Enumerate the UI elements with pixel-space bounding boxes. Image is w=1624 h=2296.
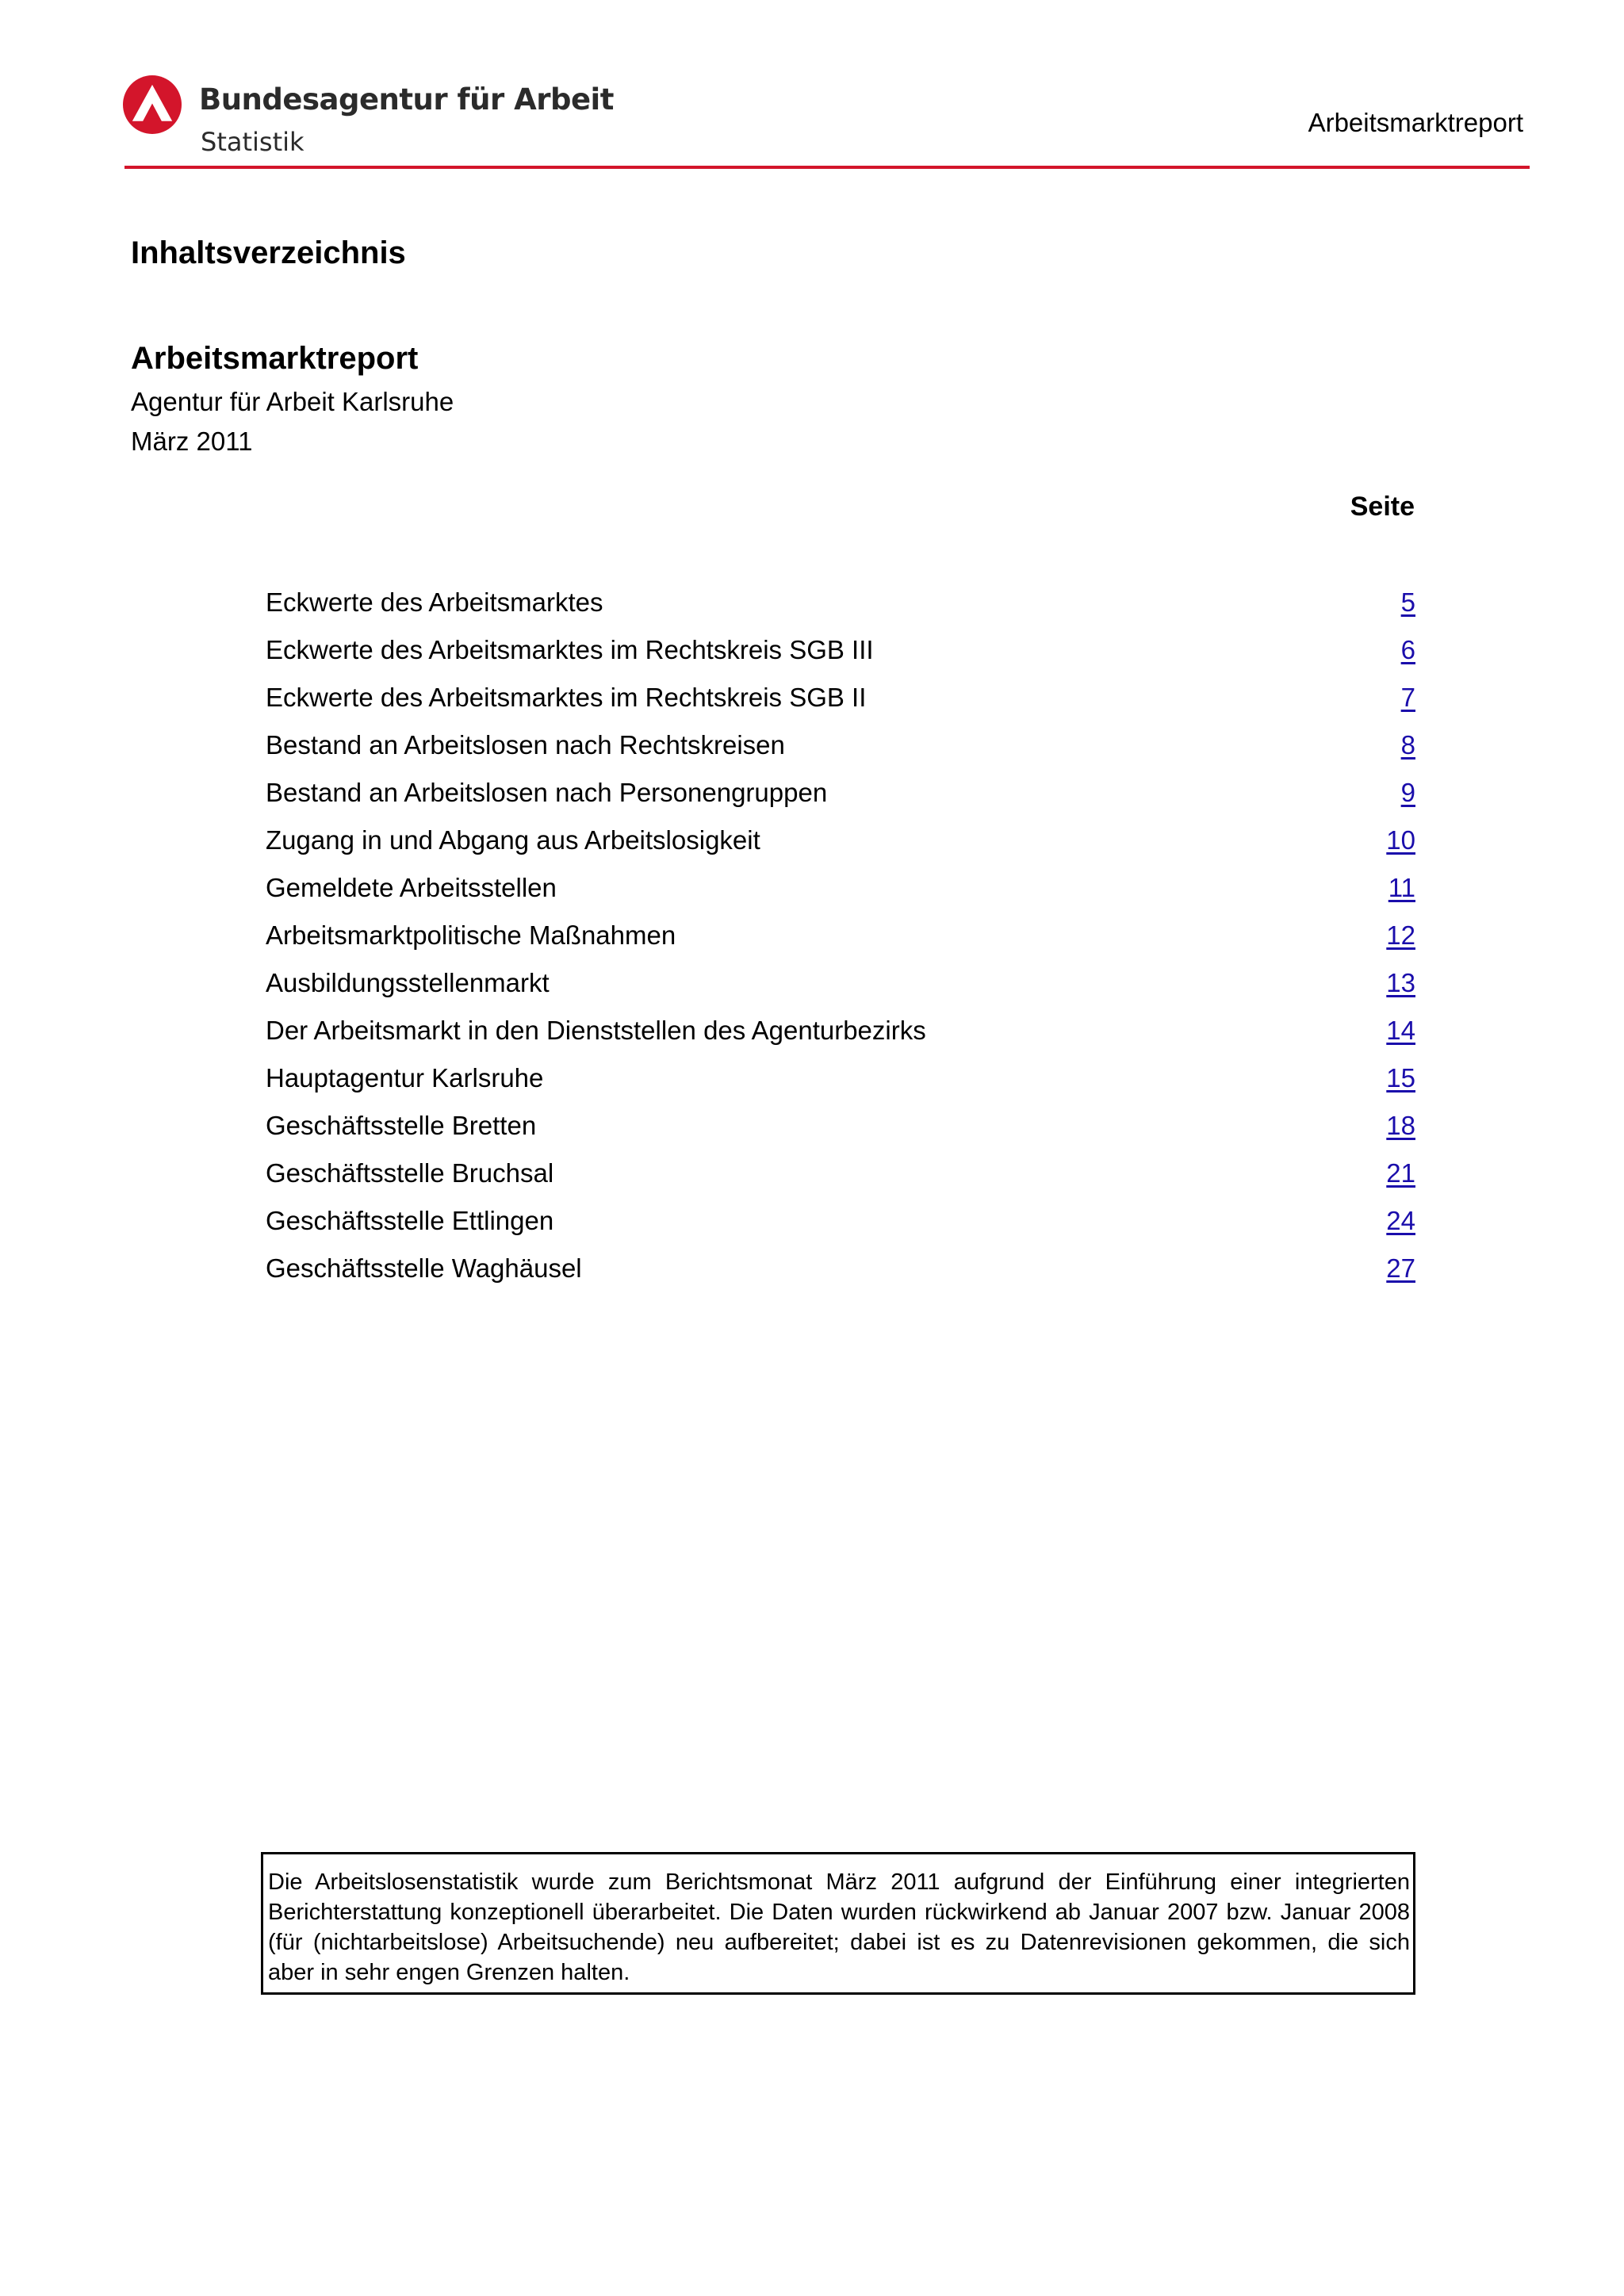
page-title: Inhaltsverzeichnis xyxy=(131,235,406,270)
toc-page-link[interactable]: 14 xyxy=(1386,1016,1415,1045)
toc-item xyxy=(266,823,1415,871)
toc-page-link[interactable]: 10 xyxy=(1386,825,1415,855)
toc-item xyxy=(266,728,1415,775)
toc-item xyxy=(266,1156,1415,1203)
toc-page-link[interactable]: 13 xyxy=(1386,968,1415,997)
toc-item-label: Geschäftsstelle Waghäusel xyxy=(266,1253,582,1283)
toc-item-label: Bestand an Arbeitslosen nach Personengruppen xyxy=(266,778,828,807)
running-head: Arbeitsmarktreport xyxy=(1308,108,1523,137)
toc-item xyxy=(266,633,1415,680)
brand-subtitle: Statistik xyxy=(201,127,304,157)
toc-item xyxy=(266,1108,1415,1156)
toc-item xyxy=(266,775,1415,823)
report-date: März 2011 xyxy=(131,427,253,456)
toc-item xyxy=(266,585,1415,633)
toc-item-label: Eckwerte des Arbeitsmarktes xyxy=(266,587,603,617)
toc-item-label: Ausbildungsstellenmarkt xyxy=(266,968,550,997)
brand-name: Bundesagentur für Arbeit xyxy=(199,82,614,117)
toc-page-link[interactable]: 27 xyxy=(1386,1253,1415,1283)
toc-item xyxy=(266,1013,1415,1061)
toc-item-label: Geschäftsstelle Bruchsal xyxy=(266,1158,554,1188)
toc-item xyxy=(266,966,1415,1013)
toc-item-label: Geschäftsstelle Bretten xyxy=(266,1111,537,1140)
ba-logo-icon xyxy=(123,75,182,134)
toc-item xyxy=(266,1203,1415,1251)
toc-item-label: Bestand an Arbeitslosen nach Rechtskreisen xyxy=(266,730,785,760)
toc-item-label: Arbeitsmarktpolitische Maßnahmen xyxy=(266,920,676,950)
toc-page-link[interactable]: 18 xyxy=(1386,1111,1415,1140)
toc-page-link[interactable]: 24 xyxy=(1386,1206,1415,1235)
toc-item xyxy=(266,1251,1415,1299)
revision-note-text: Die Arbeitslosenstatistik wurde zum Berichtsmonat März 2011 aufgrund der Einführung einer integrierten Berichterstattung konzeptionell überarbeitet. Die Daten wurden rückwirkend ab Januar 2007 bzw. Januar 2008 (für (nichtarbeitslose) Arbeitsuchende) neu aufbereitet; dabei ist es zu Datenrevisionen gekommen, die sich aber in sehr engen Grenzen halten. xyxy=(268,1869,1410,1985)
toc-page-link[interactable]: 9 xyxy=(1400,778,1415,807)
toc-item xyxy=(266,1061,1415,1108)
report-agency: Agentur für Arbeit Karlsruhe xyxy=(131,387,454,416)
page-header xyxy=(0,0,1624,170)
toc-page-link[interactable]: 5 xyxy=(1400,587,1415,617)
toc-item xyxy=(266,680,1415,728)
toc-page-link[interactable]: 11 xyxy=(1388,873,1415,902)
toc-page-link[interactable]: 12 xyxy=(1386,920,1415,950)
toc-page-link[interactable]: 15 xyxy=(1386,1063,1415,1093)
toc-item-label: Eckwerte des Arbeitsmarktes im Rechtskreis SGB II xyxy=(266,683,867,712)
report-title: Arbeitsmarktreport xyxy=(131,341,419,376)
toc-item-label: Der Arbeitsmarkt in den Dienststellen des Agenturbezirks xyxy=(266,1016,926,1045)
toc-list xyxy=(266,585,1415,1299)
toc-item-label: Eckwerte des Arbeitsmarktes im Rechtskreis SGB III xyxy=(266,635,874,664)
page-column-label: Seite xyxy=(1350,492,1415,522)
toc-page-link[interactable]: 6 xyxy=(1400,635,1415,664)
toc-item-label: Geschäftsstelle Ettlingen xyxy=(266,1206,554,1235)
toc-page-link[interactable]: 21 xyxy=(1386,1158,1415,1188)
toc-item xyxy=(266,871,1415,918)
header-divider xyxy=(124,166,1530,169)
toc-item-label: Zugang in und Abgang aus Arbeitslosigkeit xyxy=(266,825,760,855)
toc-item xyxy=(266,918,1415,966)
toc-item-label: Gemeldete Arbeitsstellen xyxy=(266,873,557,902)
toc-page-link[interactable]: 7 xyxy=(1400,683,1415,712)
toc-page-link[interactable]: 8 xyxy=(1400,730,1415,760)
toc-item-label: Hauptagentur Karlsruhe xyxy=(266,1063,544,1093)
revision-note xyxy=(261,1852,1415,1995)
